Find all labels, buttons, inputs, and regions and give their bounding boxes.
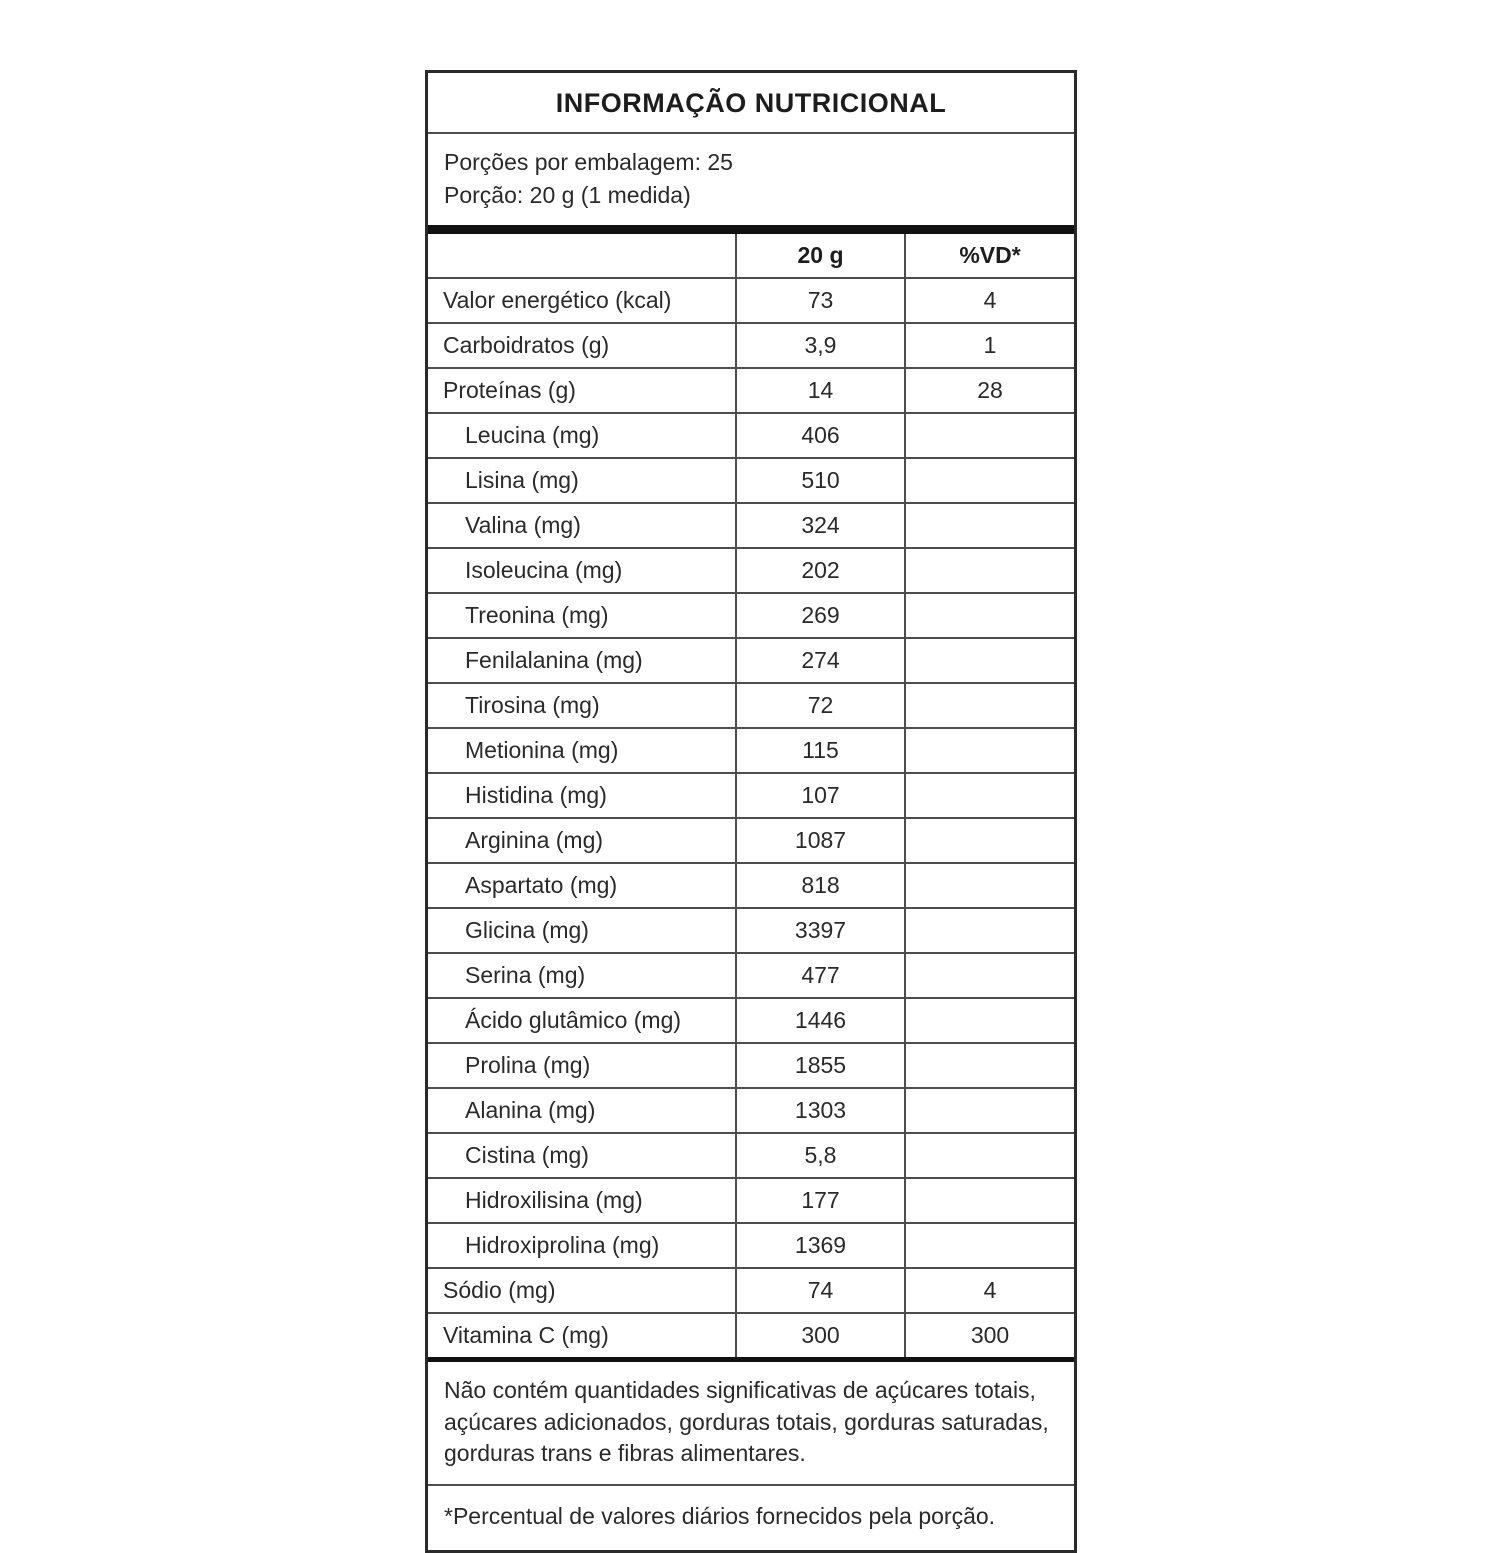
nutrient-name: Isoleucina (mg) xyxy=(465,557,623,584)
nutrient-daily-value xyxy=(904,549,1074,592)
table-row xyxy=(428,279,1074,324)
nutrient-daily-value xyxy=(904,819,1074,862)
nutrient-name: Carboidratos (g) xyxy=(443,332,610,359)
nutrient-amount: 73 xyxy=(735,279,904,322)
table-row xyxy=(428,414,1074,459)
nutrient-daily-value xyxy=(904,1044,1074,1087)
table-row xyxy=(428,639,1074,684)
nutrient-name: Ácido glutâmico (mg) xyxy=(465,1007,682,1034)
nutrient-amount: 1855 xyxy=(735,1044,904,1087)
nutrient-daily-value xyxy=(904,729,1074,772)
nutrient-amount: 3397 xyxy=(735,909,904,952)
nutrient-name: Sódio (mg) xyxy=(443,1277,556,1304)
nutrient-amount: 274 xyxy=(735,639,904,682)
nutrient-daily-value xyxy=(904,999,1074,1042)
table-row xyxy=(428,504,1074,549)
table-row xyxy=(428,1314,1074,1357)
nutrient-amount: 1446 xyxy=(735,999,904,1042)
nutrition-facts-panel xyxy=(425,70,1077,1553)
table-row xyxy=(428,324,1074,369)
nutrient-name: Arginina (mg) xyxy=(465,827,604,854)
nutrient-name: Aspartato (mg) xyxy=(465,872,618,899)
serving-info xyxy=(428,134,1074,225)
nutrient-name: Proteínas (g) xyxy=(443,377,576,404)
serving-size: Porção: 20 g (1 medida) xyxy=(444,181,691,208)
nutrient-daily-value xyxy=(904,1134,1074,1177)
nutrient-daily-value: 4 xyxy=(904,1269,1074,1312)
nutrient-amount: 1087 xyxy=(735,819,904,862)
nutrient-amount: 510 xyxy=(735,459,904,502)
nutrient-name: Tirosina (mg) xyxy=(465,692,600,719)
nutrient-daily-value xyxy=(904,1179,1074,1222)
nutrient-name: Alanina (mg) xyxy=(465,1097,596,1124)
table-row xyxy=(428,1179,1074,1224)
nutrient-amount: 269 xyxy=(735,594,904,637)
table-row xyxy=(428,369,1074,414)
nutrient-amount: 115 xyxy=(735,729,904,772)
nutrient-name: Cistina (mg) xyxy=(465,1142,589,1169)
table-row xyxy=(428,954,1074,999)
nutrient-name: Valor energético (kcal) xyxy=(443,287,672,314)
nutrient-amount: 300 xyxy=(735,1314,904,1357)
nutrient-amount: 477 xyxy=(735,954,904,997)
nutrient-amount: 3,9 xyxy=(735,324,904,367)
nutrient-daily-value xyxy=(904,864,1074,907)
nutrient-daily-value: 28 xyxy=(904,369,1074,412)
nutrient-name: Metionina (mg) xyxy=(465,737,619,764)
nutrient-name: Lisina (mg) xyxy=(465,467,579,494)
nutrient-daily-value xyxy=(904,954,1074,997)
nutrient-amount: 5,8 xyxy=(735,1134,904,1177)
nutrient-daily-value xyxy=(904,1089,1074,1132)
panel-title: INFORMAÇÃO NUTRICIONAL xyxy=(555,88,947,118)
header-dv-cell: %VD* xyxy=(904,234,1074,277)
table-row xyxy=(428,684,1074,729)
table-row xyxy=(428,864,1074,909)
nutrient-name: Fenilalanina (mg) xyxy=(465,647,643,674)
nutrient-daily-value xyxy=(904,459,1074,502)
nutrient-amount: 818 xyxy=(735,864,904,907)
nutrient-amount: 1303 xyxy=(735,1089,904,1132)
header-amount-cell: 20 g xyxy=(735,234,904,277)
nutrient-amount: 1369 xyxy=(735,1224,904,1267)
table-row xyxy=(428,1269,1074,1314)
nutrient-amount: 406 xyxy=(735,414,904,457)
nutrient-amount: 107 xyxy=(735,774,904,817)
nutrient-daily-value: 1 xyxy=(904,324,1074,367)
nutrient-daily-value xyxy=(904,414,1074,457)
nutrient-amount: 324 xyxy=(735,504,904,547)
nutrient-name: Treonina (mg) xyxy=(465,602,609,629)
servings-per-package: Porções por embalagem: 25 xyxy=(444,149,733,175)
table-row xyxy=(428,459,1074,504)
nutrient-daily-value: 4 xyxy=(904,279,1074,322)
nutrient-amount: 72 xyxy=(735,684,904,727)
nutrient-daily-value xyxy=(904,639,1074,682)
nutrient-daily-value xyxy=(904,1224,1074,1267)
nutrient-name: Glicina (mg) xyxy=(465,917,589,944)
nutrient-name: Vitamina C (mg) xyxy=(443,1322,609,1349)
table-row xyxy=(428,549,1074,594)
nutrient-daily-value xyxy=(904,504,1074,547)
table-header-row xyxy=(428,234,1074,279)
nutrient-daily-value: 300 xyxy=(904,1314,1074,1357)
nutrient-daily-value xyxy=(904,594,1074,637)
nutrient-name: Serina (mg) xyxy=(465,962,586,989)
panel-title-section xyxy=(428,73,1074,134)
daily-values-footnote: *Percentual de valores diários fornecidos pela porção. xyxy=(444,1503,996,1530)
nutrient-daily-value xyxy=(904,774,1074,817)
nutrient-name: Hidroxiprolina (mg) xyxy=(465,1232,660,1259)
nutrient-daily-value xyxy=(904,684,1074,727)
table-row xyxy=(428,1089,1074,1134)
no-significant-amounts-note: Não contém quantidades significativas de açúcares totais, açúcares adicionados, gorduras totais, gorduras saturadas, gorduras trans e fibras alimentares. xyxy=(428,1362,1074,1486)
table-row xyxy=(428,729,1074,774)
nutrient-amount: 177 xyxy=(735,1179,904,1222)
nutrient-daily-value xyxy=(904,909,1074,952)
nutrient-name: Leucina (mg) xyxy=(465,422,600,449)
nutrient-name: Valina (mg) xyxy=(465,512,581,539)
nutrient-amount: 14 xyxy=(735,369,904,412)
nutrient-amount: 74 xyxy=(735,1269,904,1312)
table-row xyxy=(428,774,1074,819)
table-row xyxy=(428,1044,1074,1089)
nutrient-name: Histidina (mg) xyxy=(465,782,607,809)
header-label-cell xyxy=(428,234,735,277)
nutrition-rows xyxy=(428,279,1074,1357)
table-row xyxy=(428,909,1074,954)
thick-divider-top xyxy=(428,225,1074,234)
nutrient-name: Hidroxilisina (mg) xyxy=(465,1187,643,1214)
table-row xyxy=(428,1224,1074,1269)
table-row xyxy=(428,1134,1074,1179)
table-row xyxy=(428,999,1074,1044)
nutrient-amount: 202 xyxy=(735,549,904,592)
table-row xyxy=(428,594,1074,639)
table-row xyxy=(428,819,1074,864)
nutrient-name: Prolina (mg) xyxy=(465,1052,591,1079)
